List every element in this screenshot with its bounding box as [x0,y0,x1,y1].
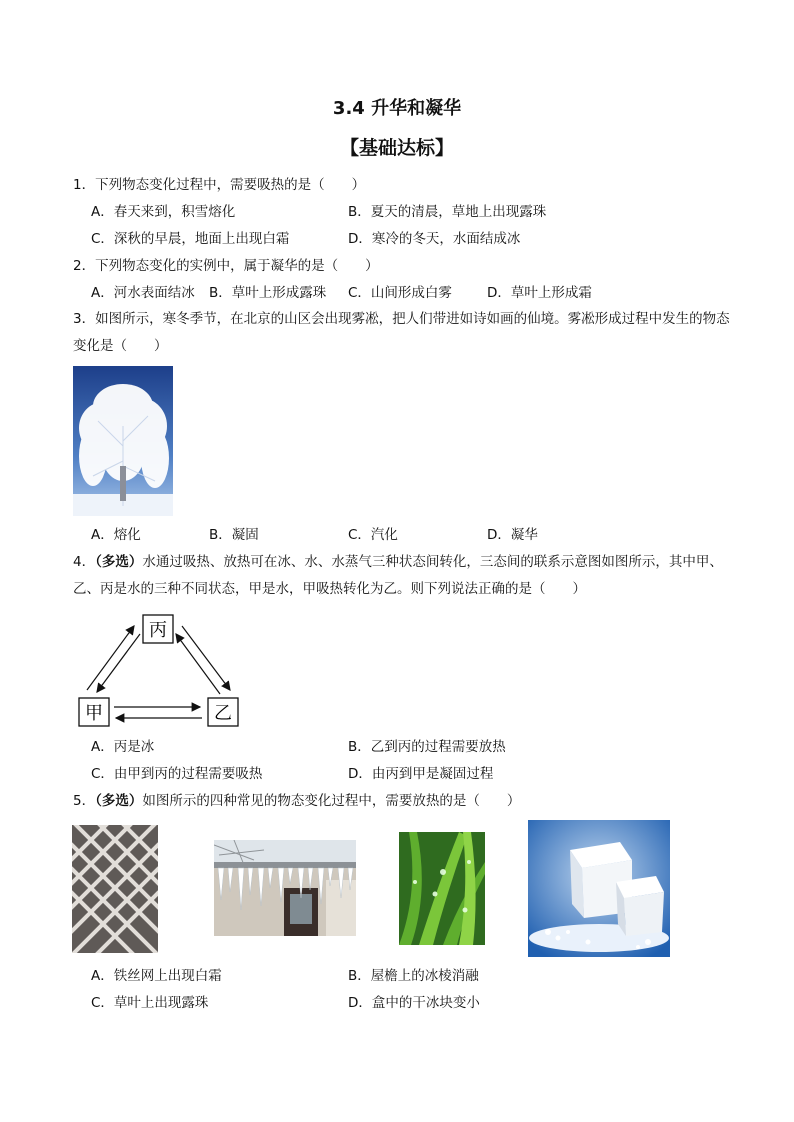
question-3-stem: 3．如图所示，寒冬季节，在北京的山区会出现雾凇，把人们带进如诗如画的仙境。雾凇形成过程中发生的物态变化是（ ） [73,311,730,354]
question-4-stem [73,549,733,603]
q5-option-a[interactable]: A．铁丝网上出现白霜 [91,968,222,984]
q2-option-b[interactable]: B．草叶上形成露珠 [209,285,327,301]
dew-on-grass-photo [399,832,485,945]
q4-number: 4． [73,554,96,570]
q5-option-d[interactable]: D．盒中的干冰块变小 [348,995,480,1011]
question-5-stem [73,791,520,811]
q1-option-d[interactable]: D．寒冷的冬天，水面结成冰 [348,231,521,247]
q4-option-a[interactable]: A．丙是冰 [91,739,155,755]
dry-ice-blocks-photo [528,820,670,957]
state-label-bing: 丙 [149,620,167,641]
q1-option-a[interactable]: A．春天来到，积雪熔化 [91,204,236,220]
rime-tree-photo [73,366,173,516]
state-label-jia: 甲 [85,703,103,724]
icicles-on-eaves-photo [214,840,356,936]
q5-option-b[interactable]: B．屋檐上的冰棱消融 [348,968,479,984]
q4-option-c[interactable]: C．由甲到丙的过程需要吸热 [91,766,263,782]
q2-option-c[interactable]: C．山间形成白雾 [348,285,452,301]
q5-multi-select-tag: （多选） [95,793,143,809]
arrow-yi-to-bing [176,634,220,694]
q2-option-a[interactable]: A．河水表面结冰 [91,285,195,301]
question-1-stem: 1．下列物态变化过程中，需要吸热的是（ ） [73,177,366,193]
q2-option-d[interactable]: D．草叶上形成霜 [487,285,592,301]
state-label-yi: 乙 [214,703,232,724]
frost-wire-mesh-photo [72,825,158,953]
q1-option-c[interactable]: C．深秋的早晨，地面上出现白霜 [91,231,290,247]
water-states-diagram [70,610,250,730]
q4-multi-select-tag: （多选） [95,554,143,570]
arrow-bing-to-yi [182,626,230,690]
arrow-jia-to-bing [87,626,134,690]
q5-option-c[interactable]: C．草叶上出现露珠 [91,995,209,1011]
q3-option-d[interactable]: D．凝华 [487,527,538,543]
q1-option-b[interactable]: B．夏天的清晨，草地上出现露珠 [348,204,547,220]
q4-option-d[interactable]: D．由丙到甲是凝固过程 [348,766,494,782]
q3-option-c[interactable]: C．汽化 [348,527,398,543]
section-heading: 【基础达标】 [339,137,454,159]
q4-option-b[interactable]: B．乙到丙的过程需要放热 [348,739,506,755]
question-2-stem: 2．下列物态变化的实例中，属于凝华的是（ ） [73,258,379,274]
q4-stem-text: 水通过吸热、放热可在冰、水、水蒸气三种状态间转化，三态间的联系示意图如图所示，其中甲、乙、丙是水的三种不同状态，甲是水，甲吸热转化为乙。则下列说法正确的是（ ） [73,554,723,597]
q5-stem-text: 如图所示的四种常见的物态变化过程中，需要放热的是（ ） [142,793,521,809]
arrow-bing-to-jia [97,634,140,692]
q5-number: 5． [73,793,96,809]
worksheet-title: 3.4 升华和凝华 [332,98,462,119]
q3-option-a[interactable]: A．熔化 [91,527,141,543]
q3-option-b[interactable]: B．凝固 [209,527,259,543]
